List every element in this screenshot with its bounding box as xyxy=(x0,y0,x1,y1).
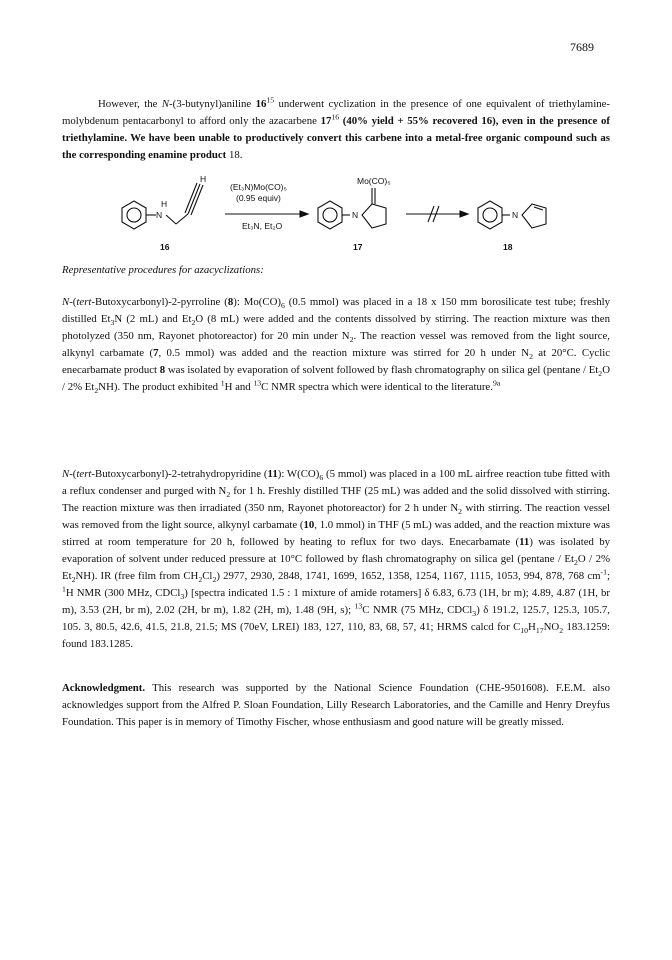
compound-label: 16 xyxy=(160,242,170,252)
acknowledgment-paragraph xyxy=(62,680,610,731)
compound-label: 18 xyxy=(503,242,513,252)
atom-label: N xyxy=(352,210,359,220)
text-run: C NMR spectra which were identical to the literature. xyxy=(261,381,493,393)
subscript: 3 xyxy=(180,592,185,602)
reagent-label: (0.95 equiv) xyxy=(236,193,281,203)
metal-label: Mo(CO)₅ xyxy=(357,176,391,186)
text-run: ) [spectra indicated 1.5 : 1 mixture of amide rotamers] δ 6.83, 6.73 (1H, br m); 4.89, 4.87 (1H, br m), 3.53 (2H, br m), 2.02 (2H, br m), 1.82 (2H, m), 1.48 (9H, s); xyxy=(62,587,610,616)
procedure-paragraph xyxy=(62,466,610,653)
compound-ref: 17 xyxy=(320,115,332,127)
text-run: H NMR (300 MHz, CDCl xyxy=(65,587,181,599)
compound-ref: 7 xyxy=(153,347,159,359)
text-run: (0.5 mmol) was placed in a 18 x 150 mm borosilicate test tube; freshly distilled Et xyxy=(62,296,610,325)
benzene-ring-17 xyxy=(318,201,342,229)
subscript: 3 xyxy=(472,609,477,619)
subscript: 3 xyxy=(110,318,115,328)
text-run: tert xyxy=(76,468,92,480)
text-run: N xyxy=(161,98,170,110)
text-run: Cl xyxy=(202,570,213,582)
subscript: 2 xyxy=(198,575,203,585)
text-run: with stirring. The reaction vessel was removed from the light source, alkynyl carbamate ( xyxy=(62,502,611,531)
text-run: -( xyxy=(69,296,77,308)
text-run: , 0.5 mmol) was added and the reaction mixture was stirred for 20 h under N xyxy=(158,347,530,359)
superscript: 1 xyxy=(220,378,225,388)
intro-paragraph xyxy=(62,96,610,164)
subscript: 2 xyxy=(212,575,217,585)
atom-label: H xyxy=(161,199,168,209)
text-run: tert xyxy=(76,296,92,308)
subscript: 2 xyxy=(226,490,231,500)
text-run: ): W(CO) xyxy=(277,468,320,480)
text-run: 183.1259: found 183.1285. xyxy=(62,621,611,650)
text-run: N xyxy=(62,296,70,308)
compound-ref: 16 xyxy=(255,98,267,110)
text-run: NO xyxy=(543,621,560,633)
text-run: O (8 mL) were added and the contents dissolved by stirring. The reaction mixture was then photolyzed (350 nm, Rayonet photoreactor) for 20 min under N xyxy=(62,313,610,342)
text-run: ; xyxy=(607,570,610,582)
text-run: N xyxy=(62,468,70,480)
page-number: 7689 xyxy=(570,40,594,54)
reaction-scheme xyxy=(110,170,570,270)
subscript: 2 xyxy=(71,575,76,585)
text-run: . The reaction vessel was removed from the light source, alkynyl carbamate ( xyxy=(62,330,610,359)
superscript: 13 xyxy=(253,378,262,388)
subscript: 2 xyxy=(349,335,354,345)
reagent-label: (Et₃N)Mo(CO)₅ xyxy=(230,182,287,192)
compound-ref: 11 xyxy=(519,536,530,548)
atom-label: N xyxy=(512,210,519,220)
text-run: NH). The product exhibited xyxy=(98,381,221,393)
text-run: underwent cyclization in the presence of one equivalent of triethylamine-molybdenum pentacarbonyl to afford only the azacarbene xyxy=(62,98,610,127)
text-run: O / 2% Et xyxy=(62,553,610,582)
text-run: -Butoxycarbonyl)-2-pyrroline ( xyxy=(91,296,228,308)
procedure-paragraph xyxy=(62,294,610,396)
superscript: -1 xyxy=(600,567,607,577)
text-run: ) δ 191.2, 125.7, 125.3, 105.7, 105. 3, 80.5, 42.6, 41.5, 21.8, 21.5; MS (70eV, LREI) 183, 127, 110, 83, 68, 57, 41; HRMS calcd for C xyxy=(62,604,610,633)
compound-ref: 10 xyxy=(303,519,315,531)
text-run: ) was isolated by evaporation of solvent under reduced pressure at 10°C followed by flash chromatography on silica gel (pentane / Et xyxy=(62,536,610,565)
compound-ref: 11 xyxy=(267,468,278,480)
citation: 16 xyxy=(331,112,340,122)
compound-ref: 8 xyxy=(227,296,234,308)
text-run: ) 2977, 2930, 2848, 1741, 1699, 1652, 1358, 1254, 1167, 1115, 1053, 994, 878, 768 cm xyxy=(216,570,601,582)
subscript: 2 xyxy=(191,318,196,328)
subscript: 17 xyxy=(535,626,544,636)
text-run: However, the xyxy=(98,98,162,110)
acknowledgment-text: This research was supported by the National Science Foundation (CHE-9501608). F.E.M. also acknowledges support from the Alfred P. Sloan Foundation, Lilly Research Laboratories, and the Camille and Henry Dreyfus Foundation. This paper is in memory of Timothy Fischer, whose enthusiasm and good nature will be greatly missed. xyxy=(62,682,610,728)
acknowledgment-heading: Acknowledgment. xyxy=(62,682,146,694)
text-run: C NMR (75 MHz, CDCl xyxy=(362,604,473,616)
text-run: for 1 h. Freshly distilled THF (25 mL) was added and the solid dissolved with stirring. The reaction mixture was then irradiated (350 nm, Rayonet photoreactor) for 2 h under N xyxy=(62,485,611,514)
subscript: 10 xyxy=(520,626,529,636)
text-run: . xyxy=(239,149,243,161)
superscript: 13 xyxy=(354,601,363,611)
subscript: 2 xyxy=(559,626,564,636)
text-run: ), even in the presence of triethylamine. We have been unable to productively convert this carbene into a metal-free organic compound such as the corresponding enamine product xyxy=(62,115,610,161)
text-run: ): Mo(CO) xyxy=(233,296,281,308)
text-run: (40% yield + 55% recovered xyxy=(339,115,482,127)
text-run: N (2 mL) and Et xyxy=(114,313,192,325)
subscript: 2 xyxy=(574,558,578,568)
superscript: 1 xyxy=(62,584,66,594)
compound-label: 17 xyxy=(353,242,363,252)
section-heading: Representative procedures for azacyclizations: xyxy=(62,264,264,276)
benzene-ring-18 xyxy=(478,201,502,229)
subscript: 2 xyxy=(529,352,533,362)
text-run: H xyxy=(528,621,536,633)
pyrrolidine-ring-17 xyxy=(362,204,386,228)
subscript: 2 xyxy=(598,369,603,379)
text-run: , 1.0 mmol) in THF (5 mL) was added, and the reaction mixture was stirred at room temperature for 20 h, followed by heating to reflux for two days. Enecarbamate ( xyxy=(62,519,610,548)
text-run: -Butoxycarbonyl)-2-tetrahydropyridine ( xyxy=(91,468,268,480)
text-run: -(3-butynyl)aniline xyxy=(169,98,256,110)
text-run: NH). IR (free film from CH xyxy=(75,570,199,582)
text-run: H and xyxy=(224,381,254,393)
compound-ref: 16 xyxy=(481,115,493,127)
subscript: 2 xyxy=(458,507,463,517)
reagent-label: Et₃N, Et₂O xyxy=(242,221,283,231)
atom-label: N xyxy=(156,210,163,220)
text-run: at 20°C. Cyclic enecarbamate product xyxy=(62,347,611,376)
text-run: was isolated by evaporation of solvent followed by flash chromatography on silica gel (pentane / Et xyxy=(165,364,599,376)
compound-ref: 8 xyxy=(159,364,166,376)
text-run: (5 mmol) was placed in a 100 mL airfree reaction tube fitted with a reflux condenser and purged with N xyxy=(62,468,610,497)
pyrroline-ring-18 xyxy=(522,204,546,228)
subscript: 6 xyxy=(280,301,285,311)
subscript: 6 xyxy=(319,473,324,483)
subscript: 2 xyxy=(94,386,99,396)
citation: 9a xyxy=(492,378,501,388)
text-run: O / 2% Et xyxy=(62,364,610,393)
benzene-ring-16 xyxy=(122,201,146,229)
citation: 15 xyxy=(266,95,275,105)
text-run: 18 xyxy=(228,149,240,161)
text-run: -( xyxy=(69,468,77,480)
atom-label: H xyxy=(200,174,207,184)
